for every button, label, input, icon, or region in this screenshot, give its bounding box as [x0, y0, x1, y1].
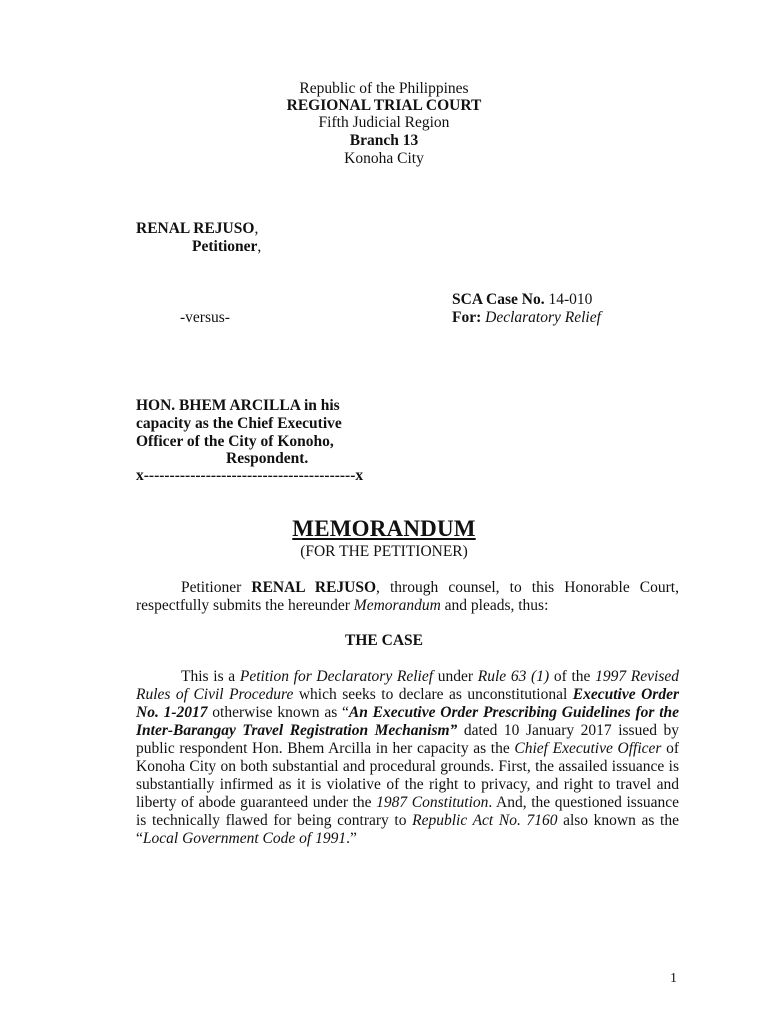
- case-paragraph: This is a Petition for Declaratory Relief under Rule 63 (1) of the 1997 Revised Rules of Civil Procedure which seeks to declare as unconstitutional Executive Order No. 1-2017 otherwise known as “An Executive Order Prescribing Guidelines for the Inter-Barangay Travel Registration Mechanism” dated 10 January 2017 issued by public respondent Hon. Bhem Arcilla in her capacity as the Chief Executive Officer of Konoha City on both substantial and procedural grounds. First, the assailed issuance is substantially infirmed as it is violative of the right to privacy, and right to travel and liberty of abode guaranteed under the 1987 Constitution. And, the questioned issuance is technically flawed for being contrary to Republic Act No. 7160 also known as the “Local Government Code of 1991.”: [136, 668, 679, 847]
- header-branch: Branch 13: [349, 132, 419, 149]
- header-city: Konoha City: [344, 150, 424, 167]
- page-number: 1: [670, 971, 677, 986]
- header-region: Fifth Judicial Region: [318, 114, 450, 131]
- section-heading: THE CASE: [345, 632, 423, 649]
- case-number: SCA Case No. 14-010: [452, 291, 593, 308]
- intro-paragraph: Petitioner RENAL REJUSO, through counsel, to this Honorable Court, respectfully submits the hereunder Memorandum and pleads, thus:: [136, 579, 679, 614]
- respondent-role: Respondent.: [226, 450, 309, 467]
- case-nature: For: Declaratory Relief: [452, 309, 601, 326]
- petitioner-name: RENAL REJUSO,: [136, 220, 259, 237]
- header-court: REGIONAL TRIAL COURT: [286, 97, 482, 114]
- petitioner-role: Petitioner,: [192, 238, 262, 255]
- document-subtitle: (FOR THE PETITIONER): [300, 543, 468, 560]
- respondent-line-2: capacity as the Chief Executive: [136, 415, 342, 432]
- versus-label: -versus-: [180, 309, 230, 326]
- document-title: MEMORANDUM: [292, 516, 476, 541]
- respondent-line-3: Officer of the City of Konoho,: [136, 433, 334, 450]
- caption-divider: x-----------------------------------------x: [136, 467, 364, 484]
- respondent-line-1: HON. BHEM ARCILLA in his: [136, 397, 340, 414]
- header-republic: Republic of the Philippines: [299, 80, 469, 97]
